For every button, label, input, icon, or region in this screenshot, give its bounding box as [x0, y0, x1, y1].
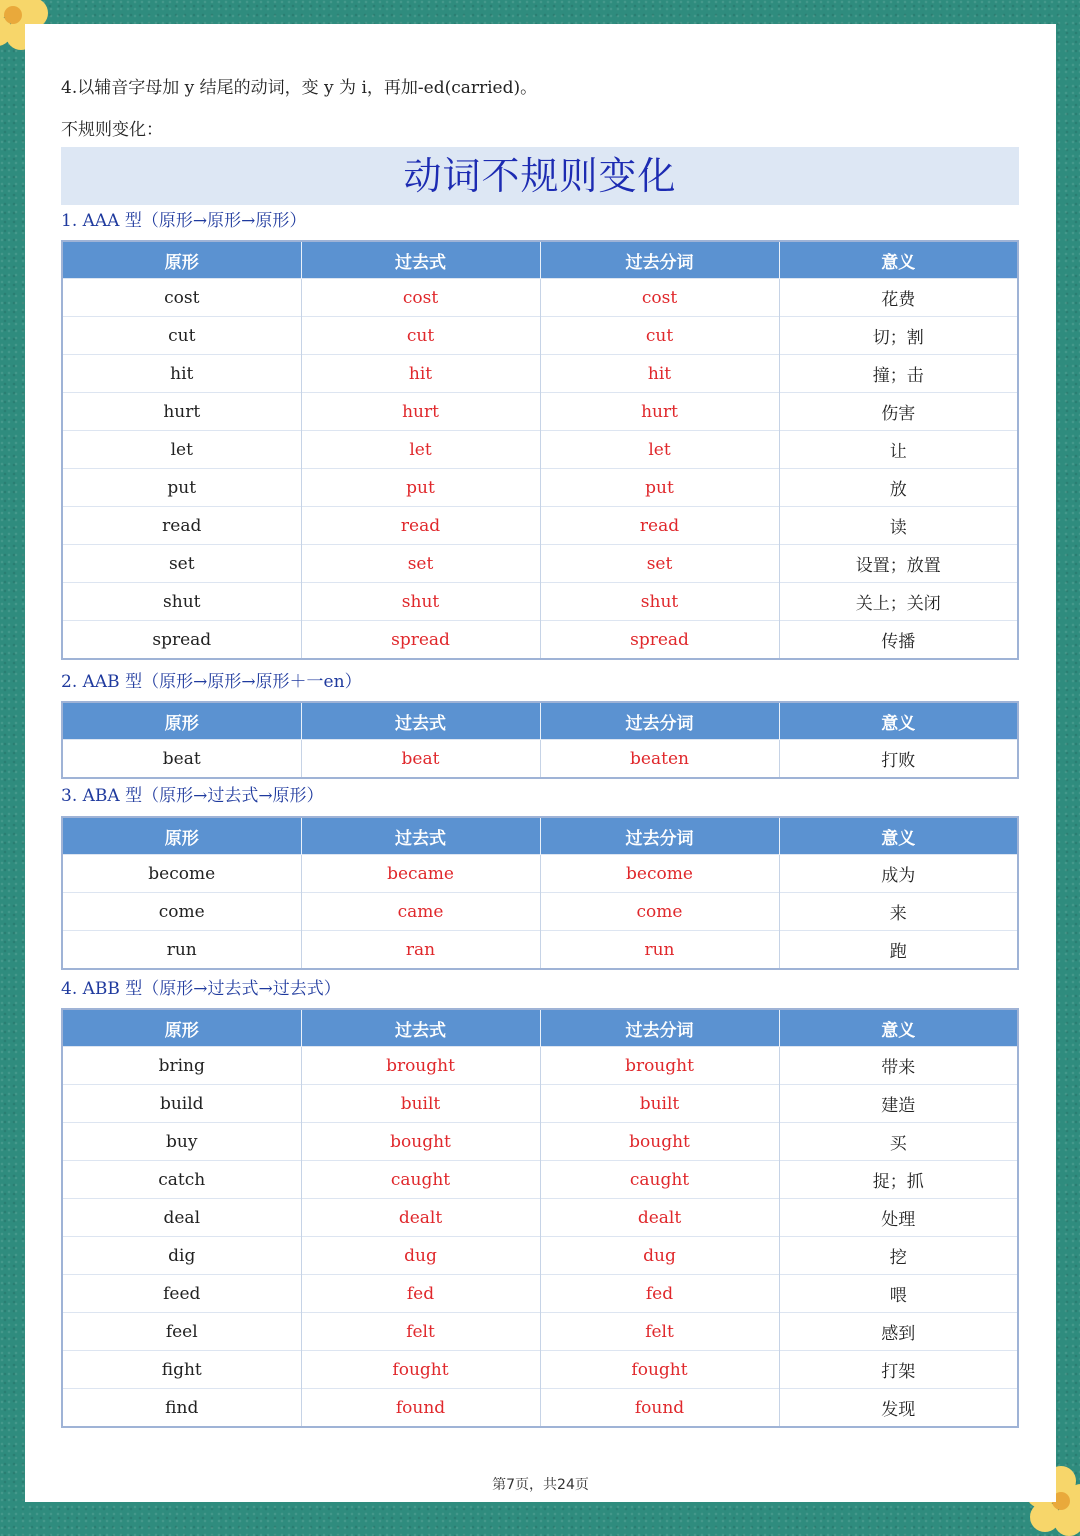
meaning-cell: 花费: [779, 279, 1018, 317]
table-row: [62, 431, 1018, 469]
meaning-cell: 建造: [779, 1085, 1018, 1123]
base-form-cell: read: [62, 507, 301, 545]
page-number: 第7页，共24页: [492, 1477, 589, 1493]
column-header-participle: 过去分词: [540, 702, 779, 740]
meaning-cell: 成为: [779, 855, 1018, 893]
past-tense-cell: cost: [301, 279, 540, 317]
column-header-base: 原形: [62, 702, 301, 740]
section-title-aab: 2. AAB 型（原形→原形→原形＋一en）: [61, 672, 362, 692]
past-participle-cell: fed: [540, 1275, 779, 1313]
meaning-cell: 传播: [779, 621, 1018, 660]
section-title-aba: 3. ABA 型（原形→过去式→原形）: [61, 786, 324, 806]
base-form-cell: cut: [62, 317, 301, 355]
meaning-cell: 处理: [779, 1199, 1018, 1237]
past-tense-cell: put: [301, 469, 540, 507]
verb-table-aba: [61, 816, 1019, 970]
table-row: [62, 1351, 1018, 1389]
meaning-cell: 发现: [779, 1389, 1018, 1428]
column-header-participle: 过去分词: [540, 1009, 779, 1047]
meaning-cell: 放: [779, 469, 1018, 507]
meaning-cell: 买: [779, 1123, 1018, 1161]
meaning-cell: 读: [779, 507, 1018, 545]
past-participle-cell: dug: [540, 1237, 779, 1275]
column-header-meaning: 意义: [779, 702, 1018, 740]
past-tense-cell: set: [301, 545, 540, 583]
rule-4-text: 4.以辅音字母加 y 结尾的动词，变 y 为 i，再加-ed(carried)。: [61, 78, 538, 98]
table-row: [62, 355, 1018, 393]
past-tense-cell: built: [301, 1085, 540, 1123]
table-row: [62, 393, 1018, 431]
column-header-past: 过去式: [301, 241, 540, 279]
base-form-cell: deal: [62, 1199, 301, 1237]
past-participle-cell: beaten: [540, 740, 779, 779]
past-participle-cell: read: [540, 507, 779, 545]
base-form-cell: set: [62, 545, 301, 583]
table-row: [62, 1199, 1018, 1237]
past-tense-cell: read: [301, 507, 540, 545]
table-row: [62, 1237, 1018, 1275]
table-row: [62, 279, 1018, 317]
past-tense-cell: fed: [301, 1275, 540, 1313]
table-row: [62, 740, 1018, 779]
column-header-participle: 过去分词: [540, 817, 779, 855]
table-row: [62, 1047, 1018, 1085]
section-title-aaa: 1. AAA 型（原形→原形→原形）: [61, 211, 307, 231]
past-participle-cell: felt: [540, 1313, 779, 1351]
table-row: [62, 507, 1018, 545]
base-form-cell: buy: [62, 1123, 301, 1161]
base-form-cell: cost: [62, 279, 301, 317]
table-row: [62, 1161, 1018, 1199]
base-form-cell: dig: [62, 1237, 301, 1275]
base-form-cell: let: [62, 431, 301, 469]
base-form-cell: bring: [62, 1047, 301, 1085]
base-form-cell: hit: [62, 355, 301, 393]
column-header-past: 过去式: [301, 1009, 540, 1047]
base-form-cell: hurt: [62, 393, 301, 431]
column-header-past: 过去式: [301, 817, 540, 855]
table-row: [62, 1085, 1018, 1123]
meaning-cell: 跑: [779, 931, 1018, 970]
past-participle-cell: come: [540, 893, 779, 931]
table-row: [62, 1313, 1018, 1351]
past-tense-cell: let: [301, 431, 540, 469]
base-form-cell: feed: [62, 1275, 301, 1313]
past-participle-cell: spread: [540, 621, 779, 660]
meaning-cell: 带来: [779, 1047, 1018, 1085]
past-participle-cell: run: [540, 931, 779, 970]
base-form-cell: catch: [62, 1161, 301, 1199]
past-tense-cell: bought: [301, 1123, 540, 1161]
table-row: [62, 469, 1018, 507]
base-form-cell: run: [62, 931, 301, 970]
table-row: [62, 621, 1018, 660]
base-form-cell: fight: [62, 1351, 301, 1389]
past-participle-cell: hurt: [540, 393, 779, 431]
meaning-cell: 设置；放置: [779, 545, 1018, 583]
past-participle-cell: let: [540, 431, 779, 469]
table-row: [62, 1275, 1018, 1313]
column-header-base: 原形: [62, 817, 301, 855]
column-header-participle: 过去分词: [540, 241, 779, 279]
section-title-abb: 4. ABB 型（原形→过去式→过去式）: [61, 979, 341, 999]
column-header-meaning: 意义: [779, 817, 1018, 855]
column-header-base: 原形: [62, 1009, 301, 1047]
meaning-cell: 捉；抓: [779, 1161, 1018, 1199]
table-row: [62, 317, 1018, 355]
past-participle-cell: cost: [540, 279, 779, 317]
past-participle-cell: shut: [540, 583, 779, 621]
past-tense-cell: beat: [301, 740, 540, 779]
past-participle-cell: become: [540, 855, 779, 893]
past-participle-cell: hit: [540, 355, 779, 393]
base-form-cell: find: [62, 1389, 301, 1428]
past-tense-cell: shut: [301, 583, 540, 621]
table-row: [62, 1389, 1018, 1428]
meaning-cell: 关上；关闭: [779, 583, 1018, 621]
past-participle-cell: set: [540, 545, 779, 583]
table-row: [62, 855, 1018, 893]
table-row: [62, 545, 1018, 583]
meaning-cell: 切；割: [779, 317, 1018, 355]
meaning-cell: 撞；击: [779, 355, 1018, 393]
past-participle-cell: dealt: [540, 1199, 779, 1237]
meaning-cell: 喂: [779, 1275, 1018, 1313]
document-page: [25, 24, 1056, 1502]
irregular-label: 不规则变化：: [61, 120, 163, 140]
verb-table-abb: [61, 1008, 1019, 1428]
meaning-cell: 打架: [779, 1351, 1018, 1389]
table-row: [62, 931, 1018, 970]
base-form-cell: beat: [62, 740, 301, 779]
past-tense-cell: hit: [301, 355, 540, 393]
base-form-cell: build: [62, 1085, 301, 1123]
past-tense-cell: spread: [301, 621, 540, 660]
past-tense-cell: caught: [301, 1161, 540, 1199]
past-tense-cell: felt: [301, 1313, 540, 1351]
past-participle-cell: cut: [540, 317, 779, 355]
table-row: [62, 583, 1018, 621]
column-header-meaning: 意义: [779, 1009, 1018, 1047]
title-banner: [61, 147, 1019, 205]
meaning-cell: 打败: [779, 740, 1018, 779]
page-title: 动词不规则变化: [403, 154, 677, 198]
table-row: [62, 1123, 1018, 1161]
past-tense-cell: came: [301, 893, 540, 931]
past-tense-cell: cut: [301, 317, 540, 355]
base-form-cell: shut: [62, 583, 301, 621]
past-tense-cell: became: [301, 855, 540, 893]
past-participle-cell: found: [540, 1389, 779, 1428]
meaning-cell: 来: [779, 893, 1018, 931]
column-header-base: 原形: [62, 241, 301, 279]
past-participle-cell: caught: [540, 1161, 779, 1199]
past-participle-cell: built: [540, 1085, 779, 1123]
past-tense-cell: dealt: [301, 1199, 540, 1237]
column-header-past: 过去式: [301, 702, 540, 740]
past-tense-cell: found: [301, 1389, 540, 1428]
past-tense-cell: ran: [301, 931, 540, 970]
verb-table-aaa: [61, 240, 1019, 660]
base-form-cell: put: [62, 469, 301, 507]
meaning-cell: 让: [779, 431, 1018, 469]
table-row: [62, 893, 1018, 931]
past-participle-cell: put: [540, 469, 779, 507]
column-header-meaning: 意义: [779, 241, 1018, 279]
past-tense-cell: brought: [301, 1047, 540, 1085]
past-tense-cell: fought: [301, 1351, 540, 1389]
base-form-cell: become: [62, 855, 301, 893]
past-tense-cell: dug: [301, 1237, 540, 1275]
verb-table-aab: [61, 701, 1019, 779]
base-form-cell: spread: [62, 621, 301, 660]
meaning-cell: 伤害: [779, 393, 1018, 431]
past-participle-cell: fought: [540, 1351, 779, 1389]
meaning-cell: 感到: [779, 1313, 1018, 1351]
base-form-cell: feel: [62, 1313, 301, 1351]
base-form-cell: come: [62, 893, 301, 931]
past-tense-cell: hurt: [301, 393, 540, 431]
past-participle-cell: bought: [540, 1123, 779, 1161]
meaning-cell: 挖: [779, 1237, 1018, 1275]
past-participle-cell: brought: [540, 1047, 779, 1085]
